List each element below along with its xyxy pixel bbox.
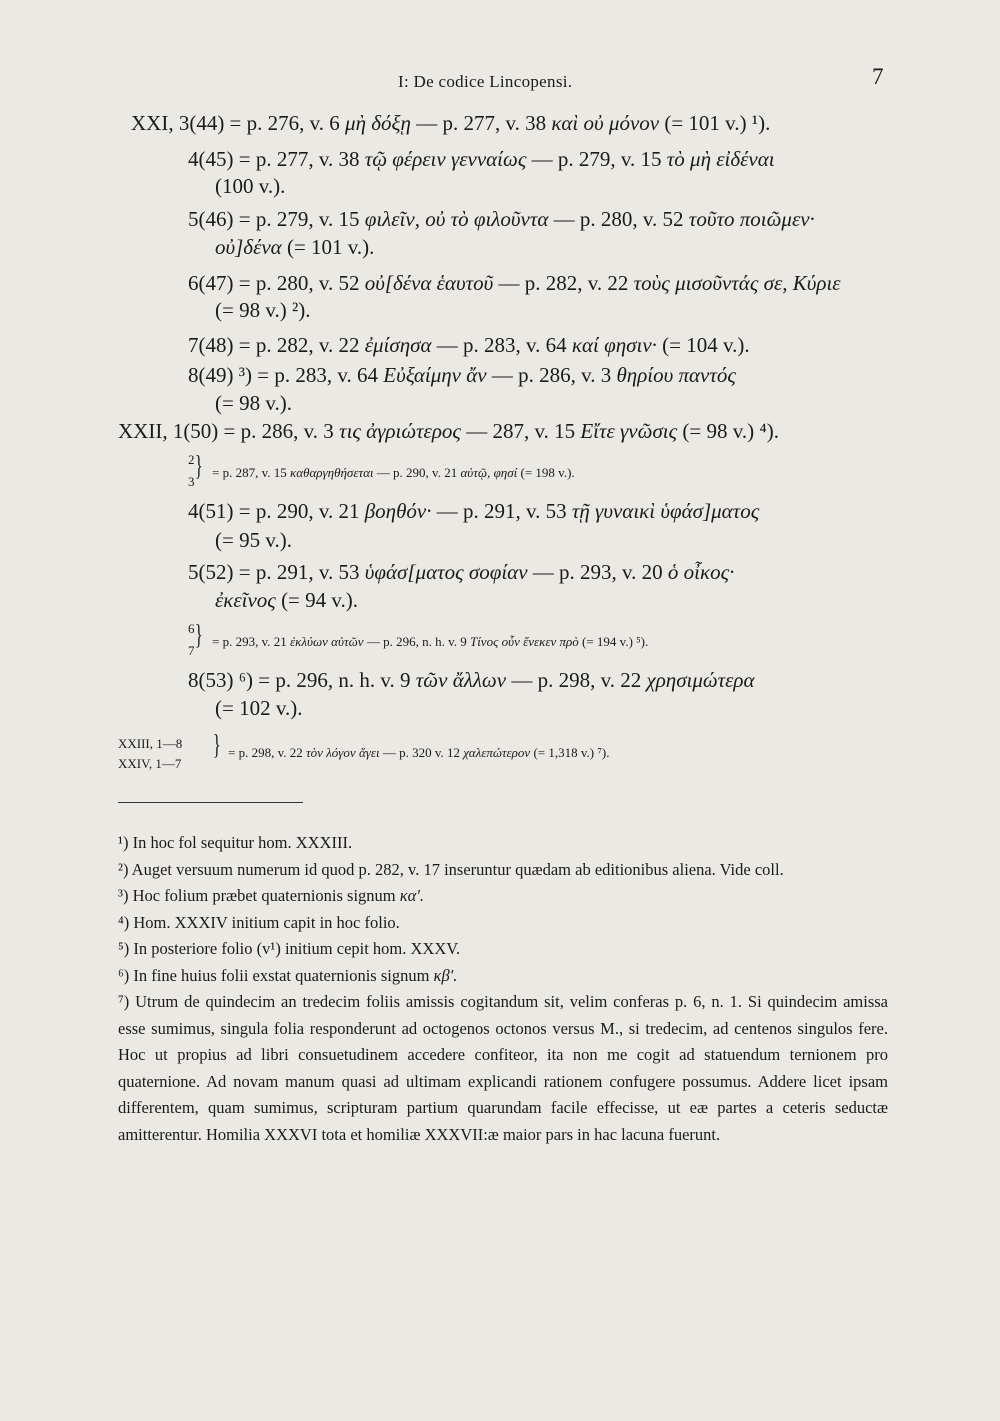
entry-line bbox=[188, 206, 815, 232]
verse-count: (100 v.). bbox=[215, 174, 286, 198]
entry-line bbox=[215, 695, 302, 721]
brace-icon: } bbox=[194, 451, 203, 482]
entry-line bbox=[212, 460, 575, 486]
entry-line bbox=[131, 110, 770, 136]
bracket-label: 7 bbox=[188, 643, 195, 658]
bracket-label: 2 bbox=[188, 452, 195, 467]
entry-text: — p. 280, v. 52 bbox=[548, 207, 689, 231]
entry-text: — p. 293, v. 20 bbox=[527, 560, 668, 584]
greek-incipit: ἐμίσησα bbox=[364, 333, 432, 357]
entry-line bbox=[188, 332, 750, 358]
bracket-label: 3 bbox=[188, 474, 195, 489]
footnote-mark: ¹) bbox=[118, 833, 129, 852]
greek-explicit: τοὺς μισοῦντάς σε, Κύριε bbox=[633, 271, 841, 295]
greek-incipit: τὸν λόγον ἄγει bbox=[306, 745, 380, 760]
entry-text: — p. 291, v. 53 bbox=[431, 499, 572, 523]
entry-line bbox=[228, 740, 609, 766]
greek-incipit: οὐ[δένα ἑαυτοῦ bbox=[364, 271, 494, 295]
greek-incipit: ὑφάσ[ματος σοφίαν bbox=[364, 560, 528, 584]
entry-text: — p. 298, v. 22 bbox=[506, 668, 647, 692]
entry-text: 4(51) = p. 290, v. 21 bbox=[188, 499, 365, 523]
footnote-text: Hom. XXXIV initium capit in hoc folio. bbox=[133, 912, 400, 932]
entry-line bbox=[118, 418, 779, 444]
footnote-mark: ²) bbox=[118, 859, 129, 879]
entry-text: — 287, v. 15 bbox=[460, 419, 581, 443]
entry-text: = p. 287, v. 15 bbox=[212, 465, 290, 480]
footnote-text: In fine huius folii exstat quaternionis signum bbox=[133, 965, 434, 985]
verse-count: (= 94 v.). bbox=[275, 588, 359, 612]
footnotes bbox=[118, 830, 888, 1148]
bracket-label: XXIII, 1—8 bbox=[118, 736, 183, 751]
greek-incipit: ἐκλύων αὐτῶν bbox=[290, 634, 364, 649]
verse-count: (= 101 v.) ¹). bbox=[659, 111, 771, 135]
entry-text: 6(47) = p. 280, v. 52 bbox=[188, 271, 365, 295]
footnote-text: Auget versuum numerum id quod p. 282, v. 17 inseruntur quædam ab editionibus aliena. Vide coll. bbox=[131, 859, 784, 879]
greek-explicit: οὐ]δένα bbox=[215, 235, 282, 259]
footnote-divider bbox=[118, 802, 303, 803]
greek-explicit: ἐκεῖνος bbox=[215, 588, 276, 612]
footnote bbox=[118, 910, 888, 937]
greek-explicit: χαλεπώτερον bbox=[463, 745, 531, 760]
entry-text: 8(53) ⁶) = p. 296, n. h. v. 9 bbox=[188, 668, 416, 692]
greek-incipit: τῶν ἄλλων bbox=[415, 668, 507, 692]
footnote-text: In posteriore folio (v¹) initium cepit hom. XXXV. bbox=[133, 939, 461, 958]
greek-explicit: αὐτῷ, φησί bbox=[460, 465, 518, 480]
entry-line bbox=[215, 297, 311, 323]
verse-count: (= 198 v.). bbox=[517, 465, 575, 480]
entry-text: 5(52) = p. 291, v. 53 bbox=[188, 560, 365, 584]
entry-text: — p. 296, n. h. v. 9 bbox=[363, 634, 470, 649]
greek-incipit: καθαργηθήσεται bbox=[290, 465, 374, 480]
footnote-mark: ⁷) bbox=[118, 992, 130, 1011]
entry-text: = p. 298, v. 22 bbox=[228, 745, 306, 760]
entry-text: 7(48) = p. 282, v. 22 bbox=[188, 333, 365, 357]
brace-icon: } bbox=[212, 730, 221, 761]
entry-line bbox=[188, 362, 736, 388]
verse-count: (= 98 v.) ²). bbox=[215, 298, 311, 322]
greek-incipit: τις ἀγριώτερος bbox=[339, 419, 461, 443]
entry-text: XXII, 1(50) = p. 286, v. 3 bbox=[118, 419, 340, 443]
verse-count: (= 104 v.). bbox=[656, 333, 750, 357]
page-header bbox=[0, 64, 1000, 100]
greek-explicit: τοῦτο ποιῶμεν· bbox=[688, 207, 815, 231]
footnote bbox=[118, 883, 888, 910]
greek-explicit: χρησιμώτερα bbox=[646, 668, 755, 692]
footnote-mark: ⁴) bbox=[118, 912, 130, 932]
entry-text: 4(45) = p. 277, v. 38 bbox=[188, 147, 365, 171]
verse-count: (= 194 v.) ⁵). bbox=[578, 634, 649, 649]
bracket-label: 6 bbox=[188, 621, 195, 636]
greek-incipit: βοηθόν· bbox=[364, 499, 432, 523]
entry-text: 5(46) = p. 279, v. 15 bbox=[188, 207, 365, 231]
greek-explicit: καὶ οὐ μόνον bbox=[551, 111, 660, 135]
greek-explicit: καί φησιν· bbox=[571, 333, 657, 357]
entry-line bbox=[215, 527, 292, 553]
greek-explicit: θηρίου παντός bbox=[616, 363, 736, 387]
entry-text: — p. 286, v. 3 bbox=[486, 363, 617, 387]
greek-explicit: ὁ οἶκος· bbox=[667, 560, 735, 584]
entry-line bbox=[188, 667, 754, 693]
footnote-mark: ³) bbox=[118, 886, 129, 905]
footnote bbox=[118, 989, 888, 1148]
entry-line bbox=[215, 390, 292, 416]
entry-line bbox=[212, 629, 648, 655]
footnote bbox=[118, 963, 888, 990]
greek-explicit: Εἴτε γνῶσις bbox=[580, 419, 678, 443]
entry-text: — p. 277, v. 38 bbox=[410, 111, 552, 135]
entry-line bbox=[188, 559, 734, 585]
running-title: I: De codice Lincopensi. bbox=[398, 72, 573, 91]
entry-text: XXI, 3(44) = p. 276, v. 6 bbox=[131, 111, 346, 135]
greek-explicit: Τίνος οὖν ἕνεκεν πρὸ bbox=[469, 634, 579, 649]
greek-incipit: τῷ φέρειν γενναίως bbox=[364, 147, 527, 171]
greek-incipit: μὴ δόξῃ bbox=[345, 111, 411, 135]
verse-count: (= 1,318 v.) ⁷). bbox=[530, 745, 610, 760]
page-number: 7 bbox=[872, 64, 884, 89]
footnote-greek: κα'. bbox=[399, 886, 424, 905]
greek-explicit: τὸ μὴ εἰδέναι bbox=[666, 147, 775, 171]
bracket-label: XXIV, 1—7 bbox=[118, 756, 182, 771]
verse-count: (= 98 v.). bbox=[215, 391, 292, 415]
verse-count: (= 102 v.). bbox=[215, 696, 303, 720]
entry-line bbox=[215, 587, 358, 613]
entry-text: — p. 290, v. 21 bbox=[373, 465, 461, 480]
footnote bbox=[118, 830, 888, 857]
footnote-text: Hoc folium præbet quaternionis signum bbox=[132, 886, 400, 905]
verse-count: (= 95 v.). bbox=[215, 528, 292, 552]
entry-text: — p. 283, v. 64 bbox=[431, 333, 572, 357]
footnote bbox=[118, 857, 888, 884]
entry-text: — p. 279, v. 15 bbox=[526, 147, 667, 171]
entry-line bbox=[188, 270, 841, 296]
greek-incipit: Εὐξαίμην ἄν bbox=[383, 363, 487, 387]
entry-text: — p. 320 v. 12 bbox=[379, 745, 464, 760]
greek-incipit: φιλεῖν, οὐ τὸ φιλοῦντα bbox=[364, 207, 549, 231]
entry-text: 8(49) ³) = p. 283, v. 64 bbox=[188, 363, 384, 387]
verse-count: (= 98 v.) ⁴). bbox=[677, 419, 779, 443]
brace-icon: } bbox=[194, 620, 203, 651]
entry-line bbox=[215, 173, 285, 199]
footnote bbox=[118, 936, 888, 963]
entry-line bbox=[188, 498, 759, 524]
footnote-mark: ⁶) bbox=[118, 965, 130, 985]
entry-line bbox=[215, 234, 374, 260]
verse-count: (= 101 v.). bbox=[281, 235, 375, 259]
footnote-text: Utrum de quindecim an tredecim foliis amissis cogitandum sit, velim conferas p. 6, n. 1. Si quindecim amissa esse sumimus, singula folia responderunt ad octogenos octonos versus M., si tredecim, ad centenos singulos fere. Hoc ut propius ad libri consuetudinem accedere confiteor, ita non me cogit ad statuendum ternionem pro quaternione. Ad novam manum quasi ad ultimam explicandi rationem confugere possumus. Addere licet ipsam differentem, quam sumimus, scripturam partium quarundam facile effecisse, ut eæ partes a ceteris seductæ amitterentur. Homilia XXXVI tota et homiliæ XXXVII:æ maior pars in hac lacuna fuerunt. bbox=[118, 992, 888, 1144]
entry-text: — p. 282, v. 22 bbox=[493, 271, 634, 295]
footnote-greek: κβ'. bbox=[433, 965, 458, 985]
greek-explicit: τῇ γυναικὶ ὑφάσ]ματος bbox=[571, 499, 760, 523]
footnote-mark: ⁵) bbox=[118, 939, 130, 958]
entry-text: = p. 293, v. 21 bbox=[212, 634, 290, 649]
entry-line bbox=[188, 146, 775, 172]
footnote-text: In hoc fol sequitur hom. XXXIII. bbox=[132, 833, 353, 852]
